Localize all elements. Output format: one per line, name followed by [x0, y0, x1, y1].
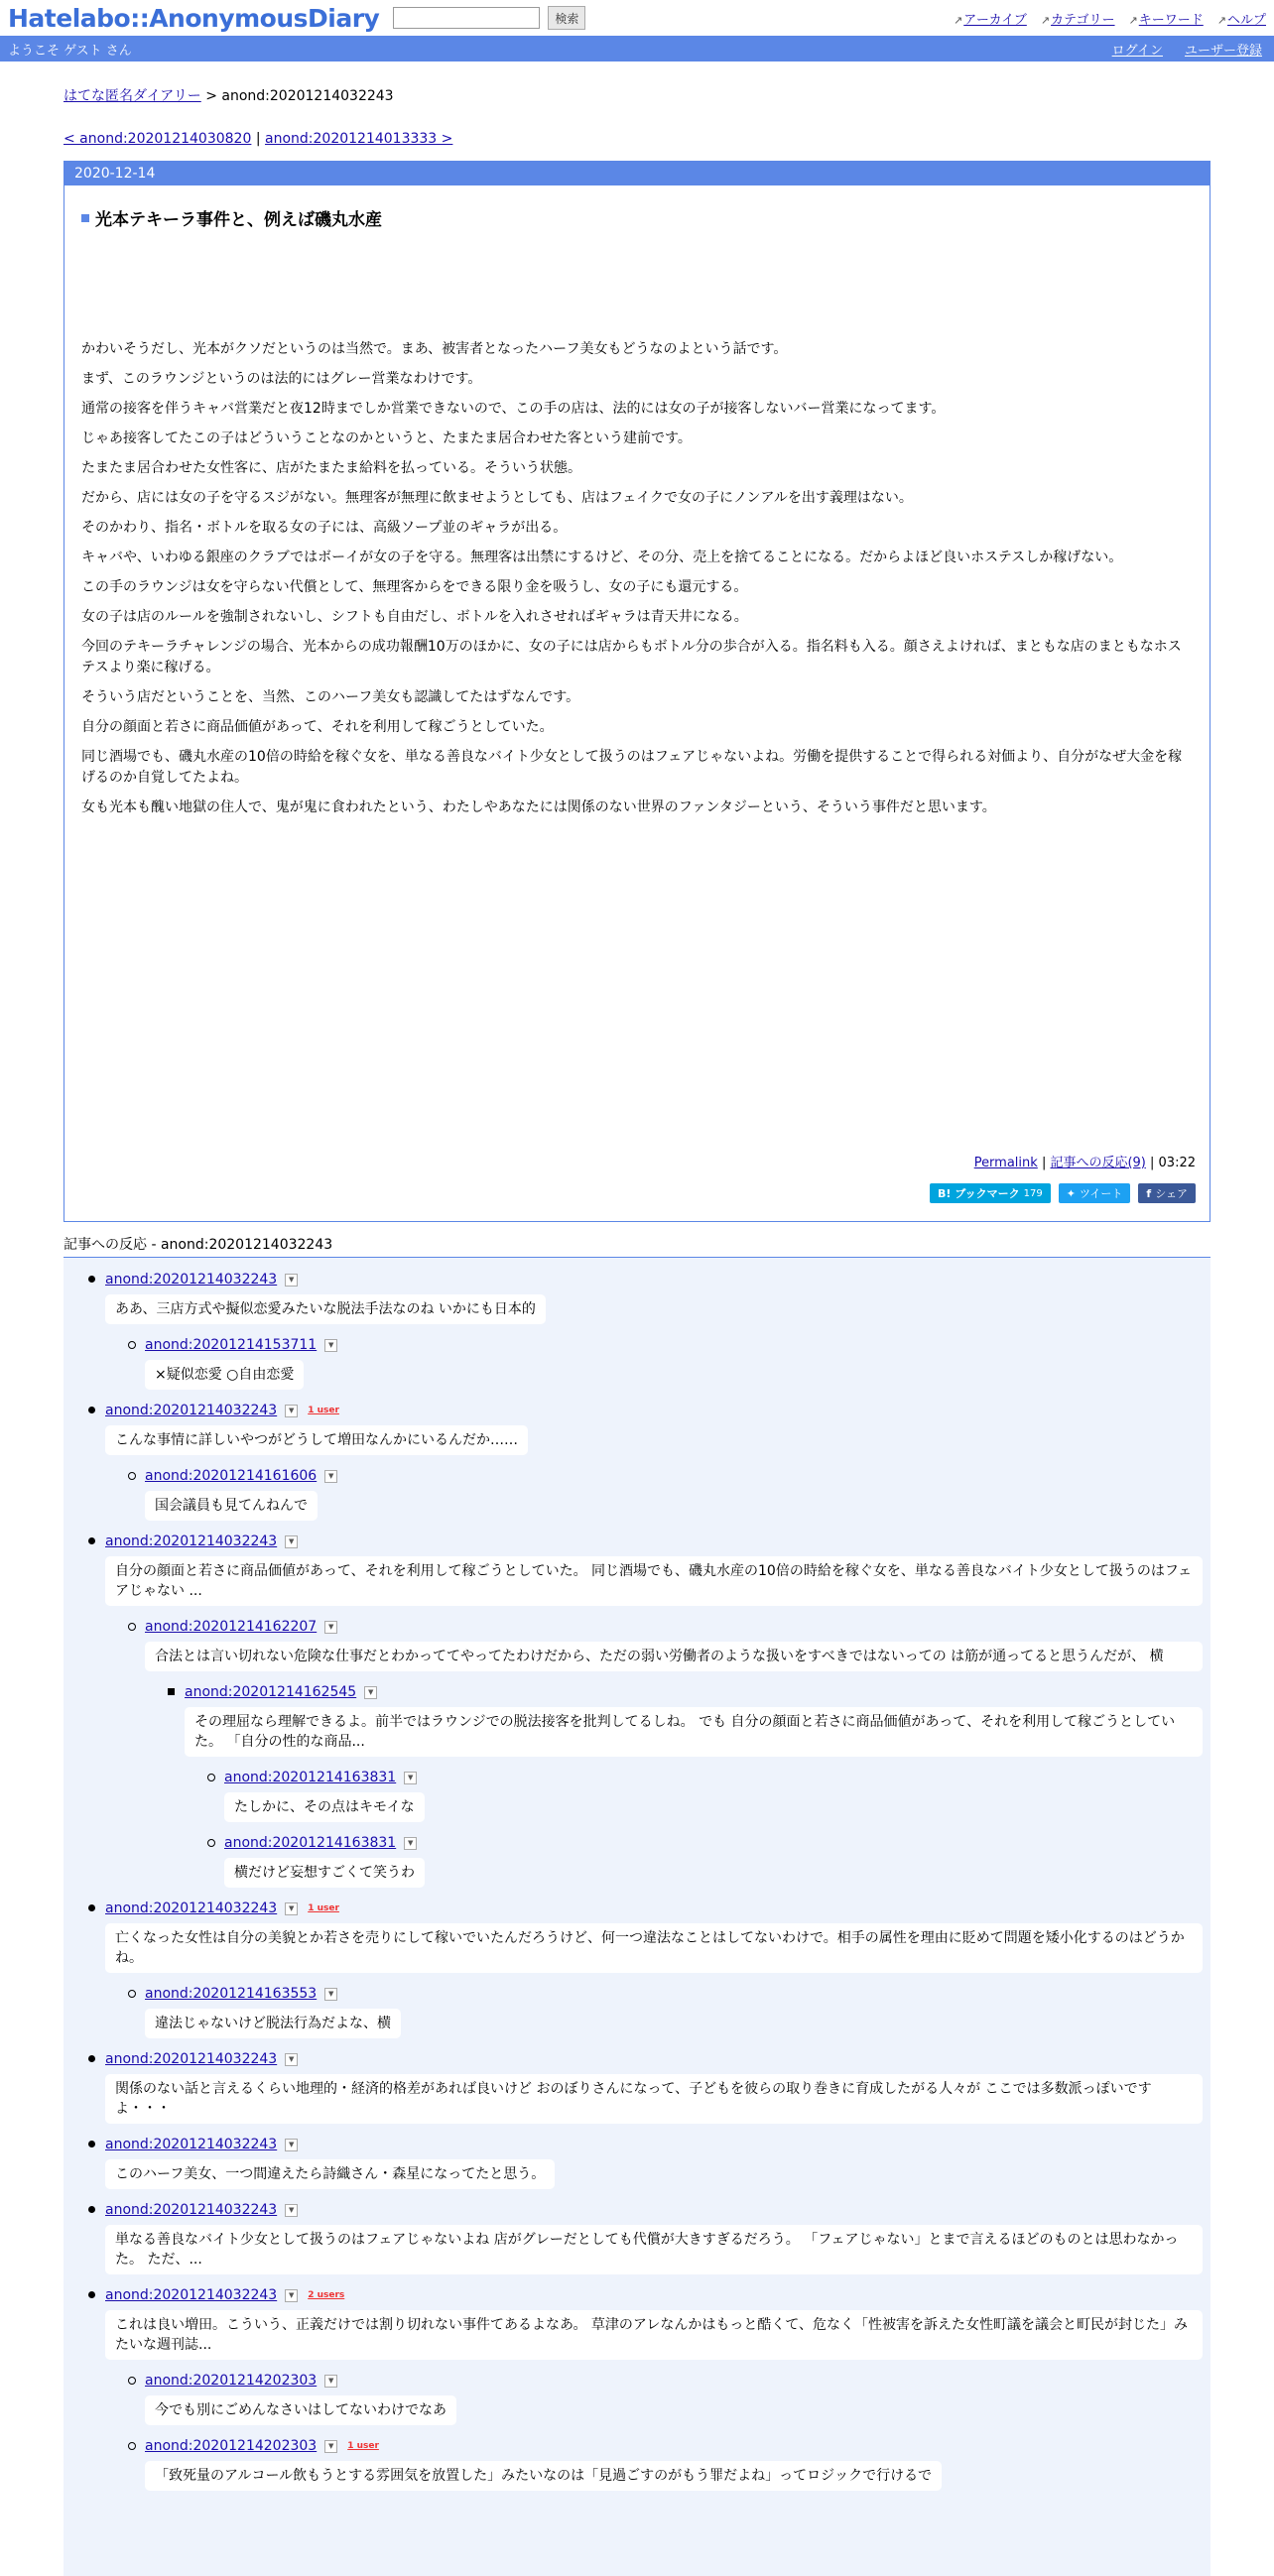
bookmark-users-badge[interactable]: 1 user: [347, 2441, 379, 2451]
nav-help-link[interactable]: ヘルプ: [1226, 12, 1266, 28]
reaction-header: [105, 2047, 1210, 2071]
nav-archive[interactable]: [954, 9, 1027, 28]
search-input[interactable]: [393, 7, 540, 29]
welcome-bar: [0, 36, 1274, 61]
expand-dropdown-icon[interactable]: ▼: [285, 2139, 298, 2151]
reaction-item: [105, 1268, 1210, 1333]
reaction-excerpt: 「致死量のアルコール飲もうとする雰囲気を放置した」みたいなのは「見過ごすのがもう罪だよね」ってロジックで行けるで: [145, 2461, 942, 2491]
list-bullet-icon: [88, 1537, 95, 1544]
bookmark-count: 179: [1023, 1187, 1043, 1199]
prev-next-sep: |: [251, 131, 266, 147]
reaction-link[interactable]: anond:20201214032243: [105, 2051, 278, 2067]
entry-body-paragraph: だから、店には女の子を守るスジがない。無理客が無理に飲ませようとしても、店はフェイクで女の子にノンアルを出す義理はない。: [81, 490, 913, 506]
expand-dropdown-icon[interactable]: ▼: [285, 1535, 298, 1548]
reaction-link[interactable]: anond:20201214032243: [105, 1403, 278, 1418]
list-bullet-icon: [88, 2206, 95, 2213]
list-bullet-icon: [207, 1839, 215, 1847]
reaction-link[interactable]: anond:20201214032243: [105, 2287, 278, 2303]
reaction-excerpt: 関係のない話と言えるくらい地理的・経済的格差があれば良いけど おのぼりさんになって、子どもを彼らの取り巻きに育成したがる人々が ここでは多数派っぽいですよ・・・: [105, 2074, 1203, 2124]
expand-dropdown-icon[interactable]: ▼: [285, 1405, 298, 1417]
main-content: [64, 85, 1210, 1254]
share-buttons: [930, 1183, 1196, 1203]
reaction-link[interactable]: anond:20201214153711: [145, 1337, 318, 1353]
expand-dropdown-icon[interactable]: ▼: [324, 1621, 337, 1634]
entry-footer: [974, 1152, 1196, 1170]
reaction-excerpt: 今でも別にごめんなさいはしてないわけでなあ: [145, 2395, 456, 2425]
list-bullet-icon: [128, 2377, 136, 2385]
reaction-excerpt: 亡くなった女性は自分の美貌とか若さを売りにして稼いでいたんだろうけど、何一つ違法なことはしてないわけで。相手の属性を理由に貶めて問題を矮小化するのはどうかね。: [105, 1923, 1203, 1973]
reaction-item: [145, 1464, 1210, 1530]
reaction-excerpt: 違法じゃないけど脱法行為だよな、横: [145, 2009, 401, 2038]
reaction-link[interactable]: anond:20201214202303: [145, 2438, 318, 2454]
reaction-header: [224, 1766, 1210, 1789]
facebook-icon: f: [1146, 1186, 1152, 1200]
list-bullet-icon: [128, 1472, 136, 1480]
reaction-excerpt: 単なる善良なバイト少女として扱うのはフェアじゃないよね 店がグレーだとしても代償が大きすぎるだろう。 「フェアじゃない」とまで言えるほどのものとは思わなかった。 ただ、...: [105, 2225, 1203, 2274]
share-label: シェア: [1155, 1187, 1188, 1200]
arrow-icon: ↗: [1040, 13, 1051, 27]
entry-body-paragraph: 今回のテキーラチャレンジの場合、光本からの成功報酬10万のほかに、女の子には店からもボトル分の歩合が入る。指名料も入る。顔さえよければ、まともな店のまともなホステスより楽に稼げる。: [81, 639, 1182, 675]
reaction-item: [105, 2283, 1210, 2360]
reaction-header: [185, 1680, 1210, 1704]
reaction-excerpt: こんな事情に詳しいやつがどうして増田なんかにいるんだか……: [105, 1425, 528, 1455]
entry-body: [64, 339, 1210, 818]
prev-entry-link[interactable]: < anond:20201214030820: [64, 131, 252, 147]
reaction-link[interactable]: anond:20201214163831: [224, 1835, 397, 1851]
expand-dropdown-icon[interactable]: ▼: [324, 1470, 337, 1483]
entry-body-paragraph: たまたま居合わせた女性客に、店がたまたま給料を払っている。そういう状態。: [81, 460, 581, 476]
reaction-header: [105, 1897, 1210, 1920]
reaction-link[interactable]: anond:20201214161606: [145, 1468, 318, 1484]
entry-body-paragraph: 同じ酒場でも、磯丸水産の10倍の時給を稼ぐ女を、単なる善良なバイト少女として扱うのはフェアじゃないよね。労働を提供することで得られる対価より、自分がなぜ大金を稼げるのか自覚してたよね。: [81, 749, 1183, 786]
reaction-header: [224, 1831, 1210, 1855]
square-bullet-icon[interactable]: [81, 214, 89, 222]
bookmark-users-badge[interactable]: 2 users: [308, 2290, 345, 2300]
hatena-bookmark-icon: B!: [938, 1186, 952, 1200]
account-links: [1112, 40, 1262, 59]
expand-dropdown-icon[interactable]: ▼: [285, 2204, 298, 2217]
breadcrumb-root[interactable]: はてな匿名ダイアリー: [64, 88, 201, 104]
breadcrumb-current: anond:20201214032243: [221, 88, 394, 104]
reaction-header: [145, 2434, 1210, 2458]
expand-dropdown-icon[interactable]: ▼: [324, 1988, 337, 2001]
nav-archive-link[interactable]: アーカイブ: [963, 12, 1027, 28]
reaction-link[interactable]: anond:20201214202303: [145, 2373, 318, 2389]
expand-dropdown-icon[interactable]: ▼: [404, 1837, 417, 1850]
breadcrumb: [64, 85, 1210, 105]
reaction-link[interactable]: anond:20201214032243: [105, 1272, 278, 1288]
entry-body-paragraph: 自分の顔面と若さに商品価値があって、それを利用して稼ごうとしていた。: [81, 719, 554, 735]
entry-body-paragraph: この手のラウンジは女を守らない代償として、無理客からをできる限り金を吸うし、女の子にも還元する。: [81, 579, 748, 595]
expand-dropdown-icon[interactable]: ▼: [285, 1274, 298, 1287]
reaction-item: [185, 1680, 1210, 1757]
facebook-share-button[interactable]: [1138, 1183, 1196, 1203]
entry-box: [64, 161, 1210, 1222]
reaction-link[interactable]: anond:20201214032243: [105, 2202, 278, 2218]
reaction-item: [105, 1399, 1210, 1464]
entry-time: | 03:22: [1145, 1156, 1196, 1170]
reactions-list: [64, 1257, 1210, 2576]
bookmark-button[interactable]: [930, 1183, 1051, 1203]
reactions-link[interactable]: 記事への反応(9): [1050, 1156, 1146, 1170]
reaction-link[interactable]: anond:20201214162207: [145, 1619, 318, 1635]
reaction-item: [145, 2369, 1210, 2434]
register-link[interactable]: ユーザー登録: [1184, 43, 1262, 59]
list-bullet-icon: [88, 2055, 95, 2062]
entry-body-paragraph: かわいそうだし、光本がクソだというのは当然で。まあ、被害者となったハーフ美女もどうなのよという話です。: [81, 341, 788, 357]
expand-dropdown-icon[interactable]: ▼: [324, 2440, 337, 2453]
list-bullet-icon: [207, 1774, 215, 1781]
reaction-header: [105, 2283, 1210, 2307]
entry-body-paragraph: まず、このラウンジというのは法的にはグレー営業なわけです。: [81, 371, 482, 387]
reaction-link[interactable]: anond:20201214163831: [224, 1770, 397, 1785]
reaction-excerpt: たしかに、その点はキモイな: [224, 1792, 425, 1822]
reaction-header: [145, 1615, 1210, 1639]
reaction-header: [105, 1530, 1210, 1553]
reaction-excerpt: 横だけど妄想すごくて笑うわ: [224, 1858, 425, 1888]
list-bullet-icon: [88, 1904, 95, 1911]
reaction-item: [224, 1831, 1210, 1897]
arrow-icon: ↗: [954, 13, 963, 27]
prev-next-nav: [64, 131, 1210, 147]
reaction-item: [105, 2198, 1210, 2274]
reaction-item: [105, 2047, 1210, 2124]
bookmark-users-badge[interactable]: 1 user: [308, 1406, 339, 1415]
nav-help[interactable]: [1217, 9, 1266, 28]
reaction-item: [145, 1615, 1210, 1671]
site-logo[interactable]: Hatelabo::AnonymousDiary: [8, 3, 380, 33]
arrow-icon: ↗: [1128, 13, 1138, 27]
reaction-item: [145, 1982, 1210, 2047]
entry-body-paragraph: 女の子は店のルールを強制されないし、シフトも自由だし、ボトルを入れさせればギャラは青天井になる。: [81, 609, 748, 625]
expand-dropdown-icon[interactable]: ▼: [285, 2053, 298, 2066]
reaction-header: [105, 1268, 1210, 1291]
reaction-header: [105, 2133, 1210, 2156]
entry-body-paragraph: キャバや、いわゆる銀座のクラブではボーイが女の子を守る。無理客は出禁にするけど、その分、売上を捨てることになる。だからよほど良いホステスしか稼げない。: [81, 550, 1123, 565]
footer-sep: |: [1037, 1156, 1051, 1170]
reaction-item: [224, 1766, 1210, 1831]
reaction-link[interactable]: anond:20201214032243: [105, 1533, 278, 1549]
reaction-excerpt: 合法とは言い切れない危険な仕事だとわかっててやってたわけだから、ただの弱い労働者のような扱いをすべきではないっての は筋が通ってると思うんだが、 横: [145, 1642, 1203, 1671]
tweet-button[interactable]: [1059, 1183, 1131, 1203]
reaction-excerpt: ×疑似恋愛 ○自由恋愛: [145, 1360, 304, 1390]
reaction-item: [145, 2434, 1210, 2500]
expand-dropdown-icon[interactable]: ▼: [285, 1902, 298, 1915]
search-button[interactable]: 検索: [548, 6, 585, 30]
top-nav: [954, 9, 1266, 28]
entry-title: [81, 205, 1210, 230]
reaction-excerpt: 自分の顔面と若さに商品価値があって、それを利用して稼ごうとしていた。 同じ酒場でも、磯丸水産の10倍の時給を稼ぐ女を、単なる善良なバイト少女として扱うのはフェアじゃない ...: [105, 1556, 1203, 1606]
list-bullet-icon: [88, 2141, 95, 2147]
reaction-excerpt: これは良い増田。こういう、正義だけでは割り切れない事件てあるよなあ。 草津のアレなんかはもっと酷くて、危なく「性被害を訴えた女性町議を議会と町民が封じた」みたいな週刊誌...: [105, 2310, 1203, 2360]
next-entry-link[interactable]: anond:20201214013333 >: [265, 131, 453, 147]
list-bullet-icon: [88, 1276, 95, 1283]
reaction-link[interactable]: anond:20201214032243: [105, 2137, 278, 2152]
expand-dropdown-icon[interactable]: ▼: [324, 1339, 337, 1352]
welcome-text: ようこそ ゲスト さん: [8, 43, 132, 59]
reaction-header: [145, 1982, 1210, 2006]
expand-dropdown-icon[interactable]: ▼: [364, 1686, 377, 1699]
entry-title-text: 光本テキーラ事件と、例えば磯丸水産: [95, 210, 382, 230]
nav-keyword-link[interactable]: キーワード: [1138, 12, 1204, 28]
reaction-header: [145, 1464, 1210, 1488]
reaction-link[interactable]: anond:20201214162545: [185, 1684, 357, 1700]
reaction-header: [105, 1399, 1210, 1422]
reaction-link[interactable]: anond:20201214032243: [105, 1901, 278, 1916]
reaction-item: [105, 2133, 1210, 2198]
entry-body-paragraph: じゃあ接客してたこの子はどういうことなのかというと、たまたま居合わせた客という建前です。: [81, 430, 692, 446]
tweet-label: ツイート: [1079, 1187, 1123, 1200]
entry-date: 2020-12-14: [64, 162, 1210, 185]
reactions-title: 記事への反応 - anond:20201214032243: [64, 1237, 333, 1253]
expand-dropdown-icon[interactable]: ▼: [324, 2375, 337, 2388]
login-link[interactable]: ログイン: [1111, 43, 1163, 59]
reaction-excerpt: 国会議員も見てんねんで: [145, 1491, 318, 1521]
entry-body-paragraph: そのかわり、指名・ボトルを取る女の子には、高級ソープ並のギャラが出る。: [81, 520, 568, 536]
nav-category[interactable]: [1041, 9, 1115, 28]
permalink[interactable]: Permalink: [973, 1156, 1038, 1170]
twitter-icon: ✦: [1066, 1186, 1076, 1200]
bookmark-users-badge[interactable]: 1 user: [308, 1903, 339, 1913]
arrow-icon: ↗: [1216, 13, 1226, 27]
nav-category-link[interactable]: カテゴリー: [1051, 12, 1115, 28]
reaction-excerpt: その理屈なら理解できるよ。前半ではラウンジでの脱法接客を批判してるしね。 でも 自分の顔面と若さに商品価値があって、それを利用して稼ごうとしていた。 「自分の性的な商品...: [185, 1707, 1203, 1757]
list-bullet-icon: [88, 2291, 95, 2298]
reaction-excerpt: このハーフ美女、一つ間違えたら詩織さん・森星になってたと思う。: [105, 2159, 555, 2189]
reaction-header: [105, 2198, 1210, 2222]
top-bar: [0, 0, 1274, 36]
reaction-header: [145, 1333, 1210, 1357]
entry-body-paragraph: 女も光本も醜い地獄の住人で、鬼が鬼に食われたという、わたしやあなたには関係のない世界のファンタジーという、そういう事件だと思います。: [81, 799, 996, 815]
expand-dropdown-icon[interactable]: ▼: [404, 1772, 417, 1784]
entry-body-paragraph: 通常の接客を伴うキャバ営業だと夜12時までしか営業できないので、この手の店は、法的には女の子が接客しないバー営業になってます。: [81, 401, 946, 417]
reaction-link[interactable]: anond:20201214163553: [145, 1986, 318, 2002]
reaction-excerpt: ああ、三店方式や擬似恋愛みたいな脱法手法なのね いかにも日本的: [105, 1294, 546, 1324]
expand-dropdown-icon[interactable]: ▼: [285, 2289, 298, 2302]
reaction-item: [145, 1333, 1210, 1399]
nav-keyword[interactable]: [1129, 9, 1204, 28]
list-bullet-icon: [128, 1341, 136, 1349]
list-bullet-icon: [128, 1990, 136, 1998]
breadcrumb-sep: >: [200, 88, 222, 104]
list-bullet-icon: [88, 1407, 95, 1413]
reaction-header: [145, 2369, 1210, 2392]
list-bullet-icon: [128, 2442, 136, 2450]
reaction-item: [105, 1897, 1210, 1973]
reaction-item: [105, 1530, 1210, 1606]
list-bullet-icon: [168, 1688, 175, 1695]
bookmark-label: ブックマーク: [955, 1187, 1020, 1200]
entry-body-paragraph: そういう店だということを、当然、このハーフ美女も認識してたはずなんです。: [81, 689, 580, 705]
list-bullet-icon: [128, 1623, 136, 1631]
